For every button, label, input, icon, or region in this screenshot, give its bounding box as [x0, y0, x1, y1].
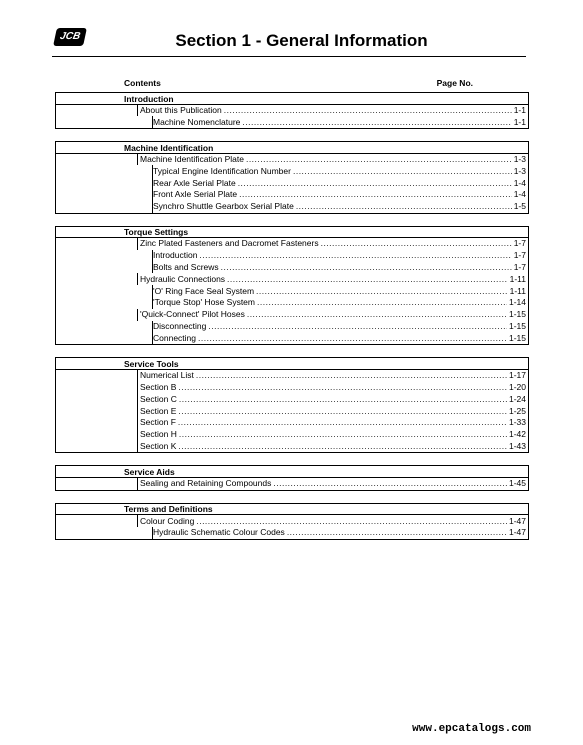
toc-section [55, 357, 529, 453]
toc-entry-page: 1-7 [513, 238, 526, 249]
toc-entry-title: Section K [140, 440, 177, 451]
toc-section [55, 141, 529, 213]
toc-entry-page: 1-3 [513, 165, 526, 176]
dot-leader [179, 394, 507, 405]
toc-section [55, 226, 529, 346]
toc-section [55, 465, 529, 490]
toc-entry[interactable] [137, 309, 528, 321]
toc-entry-title: Sealing and Retaining Compounds [140, 478, 272, 489]
dot-leader [296, 201, 512, 212]
toc-entry-page: 1-24 [508, 393, 526, 404]
toc-entry-page: 1-43 [508, 440, 526, 451]
toc-section-entries [55, 370, 529, 454]
dot-leader [247, 309, 507, 320]
dot-leader [227, 274, 508, 285]
toc-entry-title: 'O' Ring Face Seal System [153, 285, 255, 296]
toc-entry[interactable] [137, 515, 528, 527]
toc-entry-page: 1-45 [508, 478, 526, 489]
toc-entry[interactable] [137, 478, 528, 490]
toc-entry-page: 1-11 [509, 273, 526, 284]
toc-entry[interactable] [152, 262, 528, 274]
toc-entry[interactable] [152, 189, 528, 201]
contents-label: Contents [124, 78, 161, 88]
toc-entry-page: 1-4 [513, 177, 526, 188]
toc-entry-page: 1-15 [508, 321, 526, 332]
jcb-logo: JCB [53, 28, 87, 46]
toc-section-entries [55, 105, 529, 130]
toc-entry[interactable] [137, 238, 528, 250]
toc-entry-title: Section C [140, 393, 177, 404]
toc-entry[interactable] [137, 370, 528, 382]
toc-entry-title: Hydraulic Schematic Colour Codes [153, 527, 285, 538]
dot-leader [242, 117, 511, 128]
toc-entry[interactable] [137, 154, 528, 166]
dot-leader [256, 286, 508, 297]
dot-leader [221, 262, 512, 273]
toc-entry-page: 1-7 [513, 262, 526, 273]
toc-entry-title: Disconnecting [153, 321, 207, 332]
dot-leader [208, 321, 507, 332]
toc-entry-title: Machine Identification Plate [140, 153, 244, 164]
toc-entry[interactable] [152, 285, 528, 297]
toc-entry[interactable] [152, 332, 528, 344]
toc-entry-page: 1-25 [508, 405, 526, 416]
toc-section-heading[interactable]: Torque Settings [55, 226, 529, 239]
footer-url[interactable]: www.epcatalogs.com [412, 723, 531, 735]
toc-section-entries [55, 478, 529, 491]
toc-entry-page: 1-1 [513, 104, 526, 115]
toc-entry-title: Numerical List [140, 370, 194, 381]
toc-entry-title: Colour Coding [140, 515, 195, 526]
dot-leader [273, 478, 507, 489]
title-rule [52, 56, 526, 57]
toc-entry-title: Rear Axle Serial Plate [153, 177, 236, 188]
toc-entry-title: Section F [140, 417, 176, 428]
toc-entry-page: 1-42 [508, 429, 526, 440]
dot-leader [178, 441, 507, 452]
dot-leader [238, 178, 512, 189]
dot-leader [196, 516, 507, 527]
toc-section-entries [55, 515, 529, 540]
toc-entry-title: Connecting [153, 332, 197, 343]
toc-entry-page: 1-3 [513, 153, 526, 164]
dot-leader [178, 406, 507, 417]
toc-entry-page: 1-15 [508, 332, 526, 343]
toc-section [55, 503, 529, 540]
dot-leader [257, 297, 507, 308]
toc-entry-title: Zinc Plated Fasteners and Dacromet Fasteners [140, 238, 319, 249]
toc-entry-title: About this Publication [140, 104, 222, 115]
toc-entry-page: 1-17 [508, 370, 526, 381]
toc-section [55, 92, 529, 129]
toc-entry-title: Front Axle Serial Plate [153, 189, 238, 200]
toc-entry[interactable] [152, 250, 528, 262]
toc-entry[interactable] [152, 177, 528, 189]
toc-entry[interactable] [152, 201, 528, 213]
toc-entry[interactable] [137, 273, 528, 285]
toc-entry[interactable] [152, 321, 528, 333]
page-title: Section 1 - General Information [175, 31, 428, 50]
page-number-label: Page No. [436, 78, 473, 88]
dot-leader [246, 154, 512, 165]
toc-entry-title: Section B [140, 381, 177, 392]
dot-leader [178, 417, 507, 428]
toc-entry-title: Introduction [153, 250, 198, 261]
toc-section-heading[interactable]: Terms and Definitions [55, 503, 529, 516]
dot-leader [196, 370, 507, 381]
toc-entry-page: 1-33 [508, 417, 526, 428]
toc-entry[interactable] [137, 417, 528, 429]
toc-entry[interactable] [152, 297, 528, 309]
toc-entry-page: 1-20 [508, 381, 526, 392]
toc-entry-title: Synchro Shuttle Gearbox Serial Plate [153, 201, 294, 212]
toc-entry-title: Hydraulic Connections [140, 273, 226, 284]
toc-entry-title: 'Torque Stop' Hose System [153, 297, 255, 308]
dot-leader [179, 429, 507, 440]
toc-entry[interactable] [137, 393, 528, 405]
toc-entry[interactable] [152, 116, 528, 128]
toc-entry-title: Machine Nomenclature [153, 116, 241, 127]
dot-leader [321, 238, 512, 249]
toc-section-heading[interactable]: Service Tools [55, 357, 529, 370]
dot-leader [224, 105, 512, 116]
toc-entry-page: 1-15 [508, 309, 526, 320]
toc-entry-title: 'Quick-Connect' Pilot Hoses [140, 309, 245, 320]
toc-entry-title: Section H [140, 429, 177, 440]
contents-header [124, 78, 473, 88]
toc-entry-title: Bolts and Screws [153, 262, 219, 273]
toc-section-heading[interactable]: Introduction [55, 92, 529, 105]
toc-entry[interactable] [137, 382, 528, 394]
toc-section-heading[interactable]: Machine Identification [55, 141, 529, 154]
toc-entry-page: 1-14 [508, 297, 526, 308]
dot-leader [239, 189, 512, 200]
dot-leader [178, 382, 507, 393]
dot-leader [293, 166, 512, 177]
toc-entry-title: Typical Engine Identification Number [153, 165, 291, 176]
toc-entry-page: 1-7 [513, 250, 526, 261]
toc-section-entries [55, 238, 529, 345]
toc-entry[interactable] [137, 429, 528, 441]
toc-entry-page: 1-47 [508, 515, 526, 526]
toc-entry[interactable] [137, 405, 528, 417]
dot-leader [287, 527, 507, 538]
toc-entry[interactable] [137, 441, 528, 453]
dot-leader [198, 333, 507, 344]
toc-section-heading[interactable]: Service Aids [55, 465, 529, 478]
toc-entry-page: 1-47 [508, 527, 526, 538]
toc-entry-page: 1-5 [513, 201, 526, 212]
toc-entry-page: 1-1 [513, 116, 526, 127]
table-of-contents [55, 92, 529, 552]
toc-entry-page: 1-11 [509, 285, 526, 296]
toc-section-entries [55, 154, 529, 214]
toc-entry[interactable] [152, 527, 528, 539]
toc-entry-title: Section E [140, 405, 177, 416]
toc-entry[interactable] [152, 165, 528, 177]
toc-entry[interactable] [137, 105, 528, 117]
dot-leader [199, 250, 511, 261]
toc-entry-page: 1-4 [513, 189, 526, 200]
